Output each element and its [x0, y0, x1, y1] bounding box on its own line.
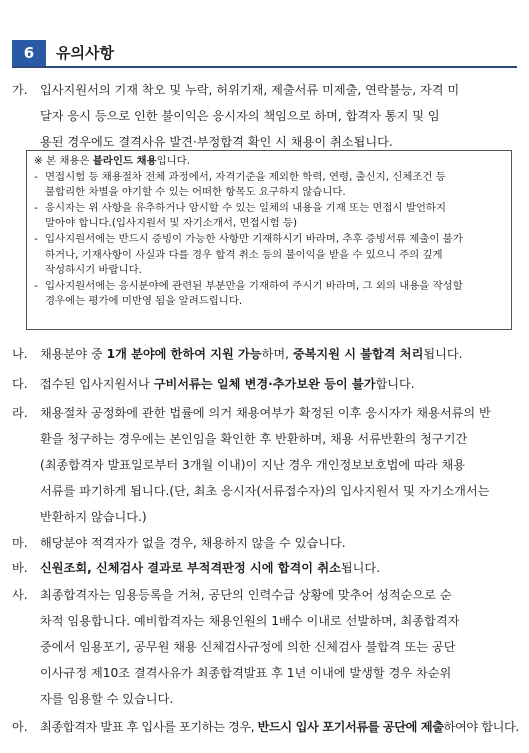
notice-item-ga [12, 77, 520, 155]
item-body: 해당분야 적격자가 없을 경우, 채용하지 않을 수 있습니다. [40, 536, 346, 550]
item-marker: 마. [12, 536, 28, 550]
notice-item-ma [12, 531, 520, 555]
item-line: 입사지원서의 기재 착오 및 누락, 허위기재, 제출서류 미제출, 연락불능, 자격 미 [40, 83, 460, 97]
item-marker: 다. [12, 377, 28, 391]
notice-item-a [12, 715, 520, 739]
section-header [12, 40, 517, 68]
item-marker: 사. [12, 588, 28, 602]
note-item: - 입사지원서에는 응시분야에 관련된 부분만을 기재하여 주시기 바라며, 그 외의 내용을 작성할 경우에는 평가에 미반영 됨을 알려드립니다. [34, 279, 463, 308]
notice-item-da [12, 372, 520, 396]
item-marker: 나. [12, 347, 28, 361]
notice-item-ra [12, 400, 520, 530]
note-title: ※ 본 채용은 블라인드 채용입니다. [34, 155, 191, 167]
dash-bullet: - [34, 201, 38, 214]
item-line: 용된 경우에도 결격사유 발견·부정합격 확인 시 채용이 취소됩니다. [40, 135, 393, 149]
note-item: - 입사지원서에는 반드시 증빙이 가능한 사항만 기재하시기 바라며, 추후 증빙서류 제출이 불가 하거나, 기재사항이 사실과 다를 경우 합격 취소 등의 불이익을 받을 수 있으니 주의 깊게 작성하시기 바랍니다. [34, 232, 463, 277]
note-title-emphasis: 블라인드 채용 [92, 155, 157, 167]
notice-item-sa [12, 582, 520, 712]
blind-recruitment-notice-box [26, 150, 512, 330]
dash-bullet: - [34, 279, 38, 292]
item-marker: 아. [12, 720, 28, 734]
item-body: 최종합격자 발표 후 입사를 포기하는 경우, 반드시 입사 포기서류를 공단에 제출하여야 합니다. [40, 720, 519, 734]
item-body [40, 77, 520, 155]
dash-bullet: - [34, 232, 38, 245]
item-body: 채용분야 중 1개 분야에 한하여 지원 가능하며, 중복지원 시 불합격 처리됩니다. [40, 347, 463, 361]
note-item: - 응시자는 위 사항을 유추하거나 암시할 수 있는 일체의 내용을 기재 또는 면접시 발언하지 말아야 합니다.(입사지원서 및 자기소개서, 면접시험 등) [34, 201, 446, 230]
item-body: 신원조회, 신체검사 결과로 부적격판정 시에 합격이 취소됩니다. [40, 561, 381, 575]
dash-bullet: - [34, 170, 38, 183]
item-body: 채용절차 공정화에 관한 법률에 의거 채용여부가 확정된 이후 응시자가 채용서류의 반 환을 청구하는 경우에는 본인임을 확인한 후 반환하며, 채용 서류반환의 청구기간 (최종합격자 발표일로부터 3개월 이내)이 지난 경우 개인정보보호법에 따라 채용 서류를 파기하게 됩니다.(단, 최초 응시자(서류접수자)의 입사지원서 및 자기소개서는 반환하지 않습니다.) [40, 406, 491, 524]
item-body: 접수된 입사지원서나 구비서류는 일체 변경·추가보완 등이 불가합니다. [40, 377, 415, 391]
item-body: 최종합격자는 임용등록을 거쳐, 공단의 인력수급 상황에 맞추어 성적순으로 순 차적 임용합니다. 예비합격자는 채용인원의 1배수 이내로 선발하며, 최종합격자 중에서 임용포기, 공무원 채용 신체검사규정에 의한 신체검사 불합격 또는 공단 이사규정 제10조 결격사유가 최종합격발표 후 1년 이내에 발생할 경우 차순위 자를 임용할 수 있습니다. [40, 588, 460, 706]
notice-item-na [12, 342, 520, 366]
item-line: 달자 응시 등으로 인한 불이익은 응시자의 책임으로 하며, 합격자 통지 및 임 [40, 109, 440, 123]
section-number: 6 [12, 40, 46, 66]
item-marker: 가. [12, 83, 28, 97]
item-marker: 바. [12, 561, 28, 575]
section-title: 유의사항 [56, 44, 114, 62]
item-marker: 라. [12, 406, 28, 420]
notice-item-ba [12, 556, 520, 580]
note-item: - 면접시험 등 채용절차 전체 과정에서, 자격기준을 제외한 학력, 연령, 출신지, 신체조건 등 불합리한 차별을 야기할 수 있는 어떠한 항목도 요구하지 않습니다. [34, 170, 446, 199]
